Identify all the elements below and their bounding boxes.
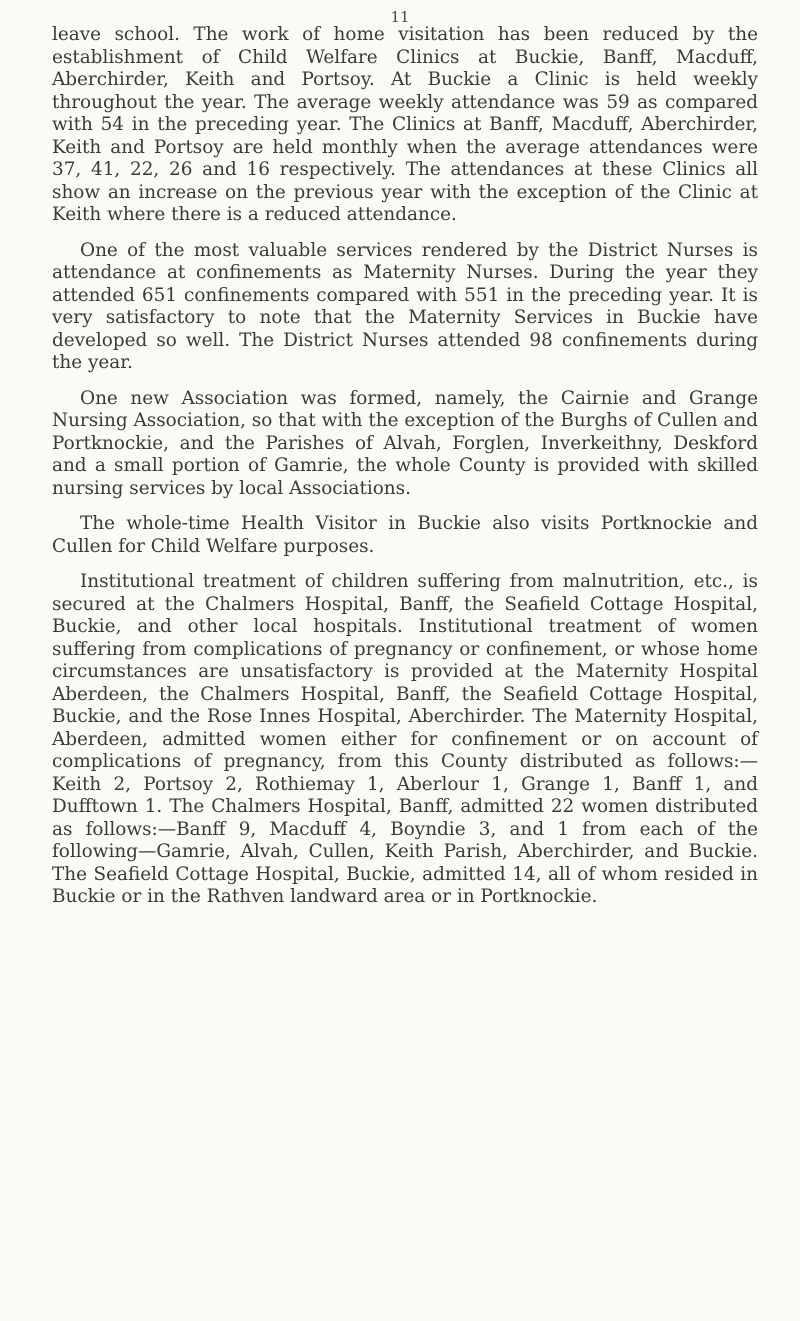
paragraph-clinics: leave school. The work of home visitation has been reduced by the establishment of Child Welfare Clinics at Buckie, Banff, Macduff, Aberchirder, Keith and Portsoy. At Buckie a Clinic is held weekly throughout the year. The average weekly attendance was 59 as compared with 54 in the preceding year. The Clinics at Banff, Macduff, Aberchirder, Keith and Portsoy are held monthly when the average attendances were 37, 41, 22, 26 and 16 respectively. The attendances at these Clinics all show an increase on the previous year with the exception of the Clinic at Keith where there is a reduced attendance. (52, 24, 758, 225)
paragraph-health-visitor: The whole-time Health Visitor in Buckie also visits Portknockie and Cullen for Child Welfare purposes. (52, 513, 758, 557)
body-text (52, 24, 758, 922)
paragraph-district-nurses: One of the most valuable services rendered by the District Nurses is attendance at confinements as Maternity Nurses. During the year they attended 651 confinements compared with 551 in the preceding year. It is very satisfactory to note that the Maternity Services in Buckie have developed so well. The District Nurses attended 98 confinements during the year. (52, 239, 758, 373)
paragraph-nursing-association: One new Association was formed, namely, the Cairnie and Grange Nursing Association, so that with the exception of the Burghs of Cullen and Portknockie, and the Parishes of Alvah, Forglen, Inverkeithny, Deskford and a small portion of Gamrie, the whole County is provided with skilled nursing services by local Associations. (52, 387, 758, 499)
paragraph-institutional-treatment: Institutional treatment of children suffering from malnutrition, etc., is secured at the Chalmers Hospital, Banff, the Seafield Cottage Hospital, Buckie, and other local hospitals. Institutional treatment of women suffering from complications of pregnancy or confinement, or whose home circumstances are unsatisfactory is provided at the Maternity Hospital Aberdeen, the Chalmers Hospital, Banff, the Seafield Cottage Hospital, Buckie, and the Rose Innes Hospital, Aberchirder. The Maternity Hospital, Aberdeen, admitted women either for confinement or on account of complications of pregnancy, from this County distributed as follows:— Keith 2, Portsoy 2, Rothiemay 1, Aberlour 1, Grange 1, Banff 1, and Dufftown 1. The Chalmers Hospital, Banff, admitted 22 women distributed as follows:—Banff 9, Macduff 4, Boyndie 3, and 1 from each of the following—Gamrie, Alvah, Cullen, Keith Parish, Aberchirder, and Buckie. The Seafield Cottage Hospital, Buckie, admitted 14, all of whom resided in Buckie or in the Rathven landward area or in Portknockie. (52, 571, 758, 907)
page-number: 11 (390, 8, 410, 26)
